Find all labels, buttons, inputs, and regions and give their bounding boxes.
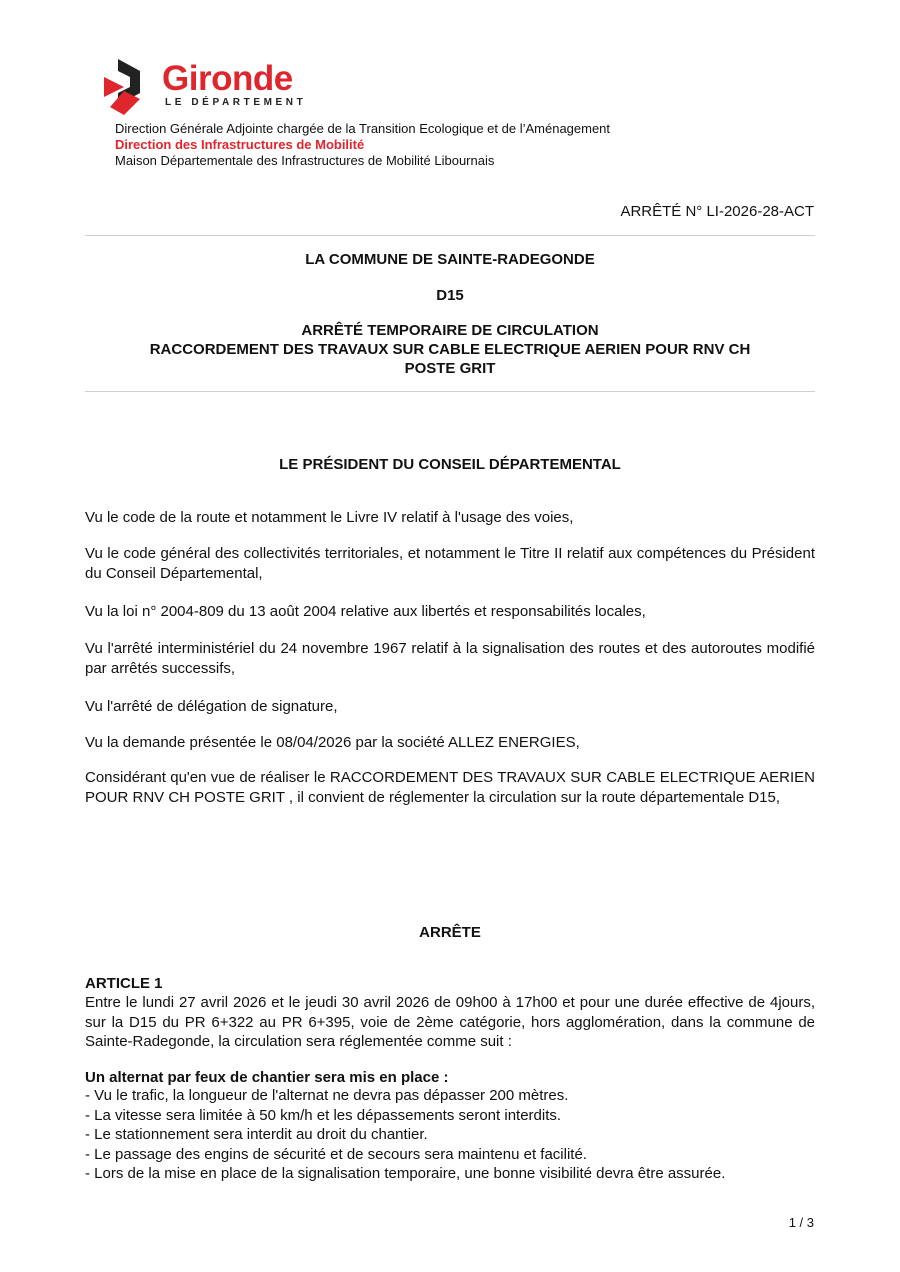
direction-line-2: Direction des Infrastructures de Mobilité bbox=[115, 137, 365, 152]
gironde-logo-icon bbox=[104, 57, 158, 117]
arrete-title bbox=[85, 321, 815, 378]
list-item: - La vitesse sera limitée à 50 km/h et les dépassements seront interdits. bbox=[85, 1106, 562, 1124]
list-item: - Le stationnement sera interdit au droit du chantier. bbox=[85, 1126, 428, 1143]
road-title: D15 bbox=[436, 287, 464, 304]
article-1-list bbox=[85, 1086, 815, 1184]
consideration-6: Vu la demande présentée le 08/04/2026 par la société ALLEZ ENERGIES, bbox=[85, 734, 580, 751]
divider-top bbox=[85, 235, 815, 236]
list-item: - Le passage des engins de sécurité et de secours sera maintenu et facilité. bbox=[85, 1145, 587, 1163]
logo-subtitle: LE DÉPARTEMENT bbox=[165, 97, 307, 108]
arrete-title-line-3: POSTE GRIT bbox=[404, 360, 496, 377]
commune-title: LA COMMUNE DE SAINTE-RADEGONDE bbox=[305, 251, 595, 268]
logo-name: Gironde bbox=[162, 59, 293, 98]
president-heading: LE PRÉSIDENT DU CONSEIL DÉPARTEMENTAL bbox=[279, 456, 621, 473]
arrete-heading: ARRÊTE bbox=[419, 924, 481, 941]
list-item: - Lors de la mise en place de la signalisation temporaire, une bonne visibilité devra être assurée. bbox=[85, 1165, 726, 1182]
gironde-logo bbox=[104, 57, 314, 119]
consideration-4: Vu l'arrêté interministériel du 24 novembre 1967 relatif à la signalisation des routes et des autoroutes modifié par arrêtés successifs, bbox=[85, 640, 815, 677]
arrete-reference: ARRÊTÉ N° LI-2026-28-ACT bbox=[620, 203, 814, 220]
consideration-1: Vu le code de la route et notamment le Livre IV relatif à l'usage des voies, bbox=[85, 509, 574, 526]
direction-line-3: Maison Départementale des Infrastructures de Mobilité Libournais bbox=[115, 153, 495, 168]
direction-block bbox=[115, 121, 610, 169]
direction-line-1: Direction Générale Adjointe chargée de la Transition Ecologique et de l’Aménagement bbox=[115, 121, 611, 136]
consideration-5: Vu l'arrêté de délégation de signature, bbox=[85, 698, 338, 715]
divider-bottom bbox=[85, 391, 815, 392]
article-1-text: Entre le lundi 27 avril 2026 et le jeudi 30 avril 2026 de 09h00 à 17h00 et pour une durée effective de 4jours, sur la D15 du PR 6+322 au PR 6+395, voie de 2ème catégorie, hors agglomération, dans la commune de Sainte-Radegonde, la circulation sera réglementée comme suit : bbox=[85, 994, 815, 1050]
article-1-heading: ARTICLE 1 bbox=[85, 975, 163, 992]
consideration-7: Considérant qu'en vue de réaliser le RACCORDEMENT DES TRAVAUX SUR CABLE ELECTRIQUE AERIEN POUR RNV CH POSTE GRIT , il convient de réglementer la circulation sur la route départementale D15, bbox=[85, 769, 815, 806]
consideration-3: Vu la loi n° 2004-809 du 13 août 2004 relative aux libertés et responsabilités locales, bbox=[85, 603, 646, 620]
page-number: 1 / 3 bbox=[788, 1215, 814, 1230]
list-item: - Vu le trafic, la longueur de l'alternat ne devra pas dépasser 200 mètres. bbox=[85, 1087, 569, 1104]
consideration-2: Vu le code général des collectivités territoriales, et notamment le Titre II relatif aux compétences du Président du Conseil Départemental, bbox=[85, 545, 815, 582]
arrete-title-line-1: ARRÊTÉ TEMPORAIRE DE CIRCULATION bbox=[301, 322, 599, 339]
arrete-title-line-2: RACCORDEMENT DES TRAVAUX SUR CABLE ELECTRIQUE AERIEN POUR RNV CH bbox=[149, 341, 751, 358]
article-1-subheading: Un alternat par feux de chantier sera mis en place : bbox=[85, 1069, 449, 1086]
